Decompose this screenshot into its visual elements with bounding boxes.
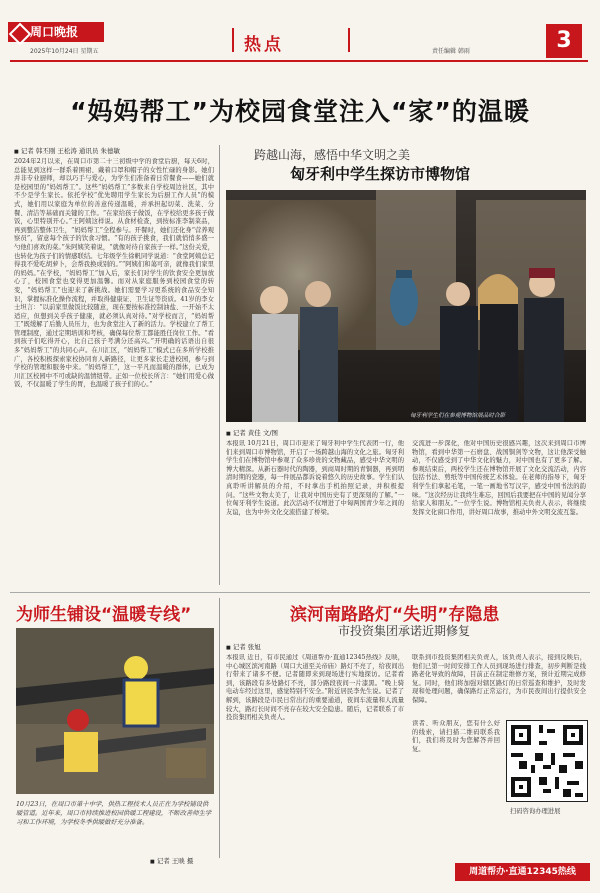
museum-kicker: 跨越山海，感悟中华文明之美	[254, 148, 411, 162]
hotline-footer-banner: 周道帮办·直通12345热线	[455, 863, 590, 881]
column-divider-lower	[219, 598, 220, 858]
museum-body-left: 本报讯 10月21日，周口市迎来了匈牙利中学生代表团一行，他们来到周口市博物馆，开启了一场跨越山海的文化之旅。匈牙利学生们在博物馆中参观了众多珍贵的文物藏品，感受中华文明的博大精深。从新石器时代的陶器，到商周时期的青铜器，再到明清时期的瓷器，每一件展品都诉说着悠久的历史故事。学生们认真聆听讲解员的介绍，不时拿出手机拍照记录，并积极提问。“这些文物太美了，让我对中国历史有了更深刻的了解。”一位匈牙利学生说道。此次活动不仅增进了中匈两国青少年之间的友谊，也为中外文化交流搭建了桥梁。	[226, 440, 404, 516]
masthead	[0, 0, 600, 60]
qr-prompt-text: 读者、听众朋友，您有什么好的线索，请扫描二维码联系我们，我们将及时为您解答并回复。	[412, 720, 500, 753]
heating-photo	[16, 628, 214, 794]
museum-photo-caption: 匈牙利学生们在参观博物馆展品时合影	[410, 413, 506, 419]
museum-photo	[226, 190, 586, 422]
streetlight-body-left: 本报讯 近日，有市民通过《周道帮办·直通12345热线》反映，中心城区滨河南路（周口大道至关帝庙）路灯不亮了，给夜间出行带来了诸多不便。记者随即来到现场进行实地探访。记者看到，该路段有多处路灯不亮，部分路段夜间一片漆黑。“晚上骑电动车经过这里，感觉特别不安全。”附近居民李先生说。记者了解到，该路段是市民日常出行的重要通道，夜间车流量和人流量较大，路灯长时间不亮存在较大安全隐患。随后，记者联系了市投资集团相关负责人。	[226, 654, 404, 722]
masthead-rule	[10, 60, 588, 62]
main-story-body: 2024年2月以来，在周口市第二十三初级中学的食堂后厨，每天6时，总能见到这样一群系着围裙、戴着口罩和帽子的女性忙碌的身影。她们并非专业厨师，却以巧手与爱心，为学生们准备着日常餐食——她们就是校园里的“妈妈帮工”。这些“妈妈帮工”多数来自学校周边社区，其中不少是学生家长。依托学校“优先聘用学生家长为后厨工作人员”的模式，她们用以家庭为单位的善意传递温暖，并承担起切菜、洗菜、分餐、清洁等基础而关键的工作。“在家给孩子做饭，在学校给更多孩子做饭，心里特别开心。”王阿姨这样说。从食材检查，到按标准李制菜品，再到整洁整体卫生，“妈妈帮工”全程参与。开餐时，她们还化身“营养观察员”，留意每个孩子的饮食习惯。“有的孩子挑食，我们就悄悄多盛一勺他们喜欢的菜。”朱阿姨笑着说，“就像对待自家孩子一样。”这份关爱，也转化为孩子们的情感联结。七年级学生徐帆同学说道：“食堂阿姨总记得我不爱吃胡萝卜，会帮我换成别的。”“阿姨们和蔼可亲，就像我们家里的妈妈。”在学校，“妈妈帮工”加入后，家长们对学生的饮食安全更加放心了，校园食堂也变得更加温馨。而对从家庭服务到校园食堂的转变，“妈妈帮工”也迎来了新挑战。她们需要学习更系统的食品安全知识，掌握标准化操作流程，并取得健康证、卫生证等资质。41岁的李女士坦言：“以前家里做饭比较随意，现在要按标准控制油盐、一开始不太适应，但想到关乎孩子健康，就必须认真对待。”对学校而言，“妈妈帮工”既缓解了后勤人员压力，也为食堂注入了新的活力。学校建立了帮工管理制度，通过定期培训和考核，确保每位帮工都能胜任岗位工作。“看到孩子们吃得开心，比自己孩子考满分还高兴。”开明确的话语出自很多“妈妈帮工”的共同心声。在川汇区，“妈妈帮工”模式已在多所学校推广，各校积极探索家校协同育人新路径，让更多家长走进校园，参与到学校的管理和服务中来。“妈妈帮工”，这一平凡而温暖的群体，已成为川汇区校园中不可或缺的温情纽带。正如一位校长所言：“她们用爱心做饭，不仅温暖了学生的胃，也温暖了孩子们的心。”	[14, 158, 214, 389]
date-line: 2025年10月24日 星期五	[30, 48, 99, 55]
section-divider-left	[232, 28, 234, 52]
page-number: 3	[546, 24, 582, 58]
qr-caption: 扫码咨询办理进展	[510, 808, 561, 815]
column-divider	[219, 145, 220, 585]
streetlight-byline: ■ 记者 张旭	[226, 642, 261, 651]
qr-code[interactable]	[506, 720, 588, 802]
heating-photo-illustration	[16, 628, 214, 794]
section-separator	[10, 592, 590, 593]
museum-byline: ■ 记者 黄佳 文/图	[226, 428, 278, 437]
editor-credits: 责任编辑 韩雨	[432, 48, 470, 55]
streetlight-body-right: 联系到市投资集团相关负责人，该负责人表示，接到反映后，他们已第一时间安排工作人员到现场进行排查，初步判断是线路老化导致的故障，目前正在制定维修方案，预计近期完成修复。同时，他们将加强对辖区路灯的日常巡查和维护，及时发现和处理问题，确保路灯正常运行，为市民夜间出行提供安全保障。	[412, 654, 586, 704]
main-byline: ■ 记者 韩丕刚 王松涛 通讯员 朱德敏	[14, 146, 120, 155]
section-divider-right	[348, 28, 350, 52]
newspaper-logo: 周口晚报	[8, 22, 104, 42]
main-headline: “妈妈帮工”为校园食堂注入“家”的温暖	[70, 97, 530, 126]
qr-code-icon	[507, 721, 587, 801]
museum-headline: 匈牙利中学生探访市博物馆	[290, 165, 471, 183]
heating-headline: 为师生铺设“温暖专线”	[16, 605, 192, 625]
museum-photo-illustration	[226, 190, 586, 422]
museum-body-right: 交流进一步深化，他对中国历史很感兴趣，这次来到周口市博物馆，看到中华第一石磨盘、战国铜剑等文物，这让他深受触动，不仅感受到了中华文化的魅力，对中国也有了更多了解。参观结束后，两校学生还在博物馆开展了文化交流活动，内容包括书法、剪纸等中国传统艺术体验。在老师的指导下，匈牙利学生们拿起毛笔，一笔一画地书写汉字，感受中国书法的韵味。“这次经历让我终生难忘，回国后我要把在中国的见闻分享给家人和朋友。”一位学生说。博物馆相关负责人表示，将继续发挥文化窗口作用，讲好周口故事，推动中外文明交流互鉴。	[412, 440, 586, 516]
streetlight-headline: 滨河南路路灯“失明”存隐患	[290, 605, 500, 625]
section-title: 热点	[244, 35, 284, 55]
heating-caption: 10月23日，在周口市第十中学，供热工程技术人员正在为学校铺设供暖管道。近年来，周口市持续推进校园供暖工程建设，不断改善师生学习和工作环境，为学校冬季供暖做好充分准备。	[16, 801, 212, 826]
heating-credit: ■ 记者 王映 摄	[150, 856, 193, 865]
streetlight-subheadline: 市投资集团承诺近期修复	[338, 624, 471, 638]
